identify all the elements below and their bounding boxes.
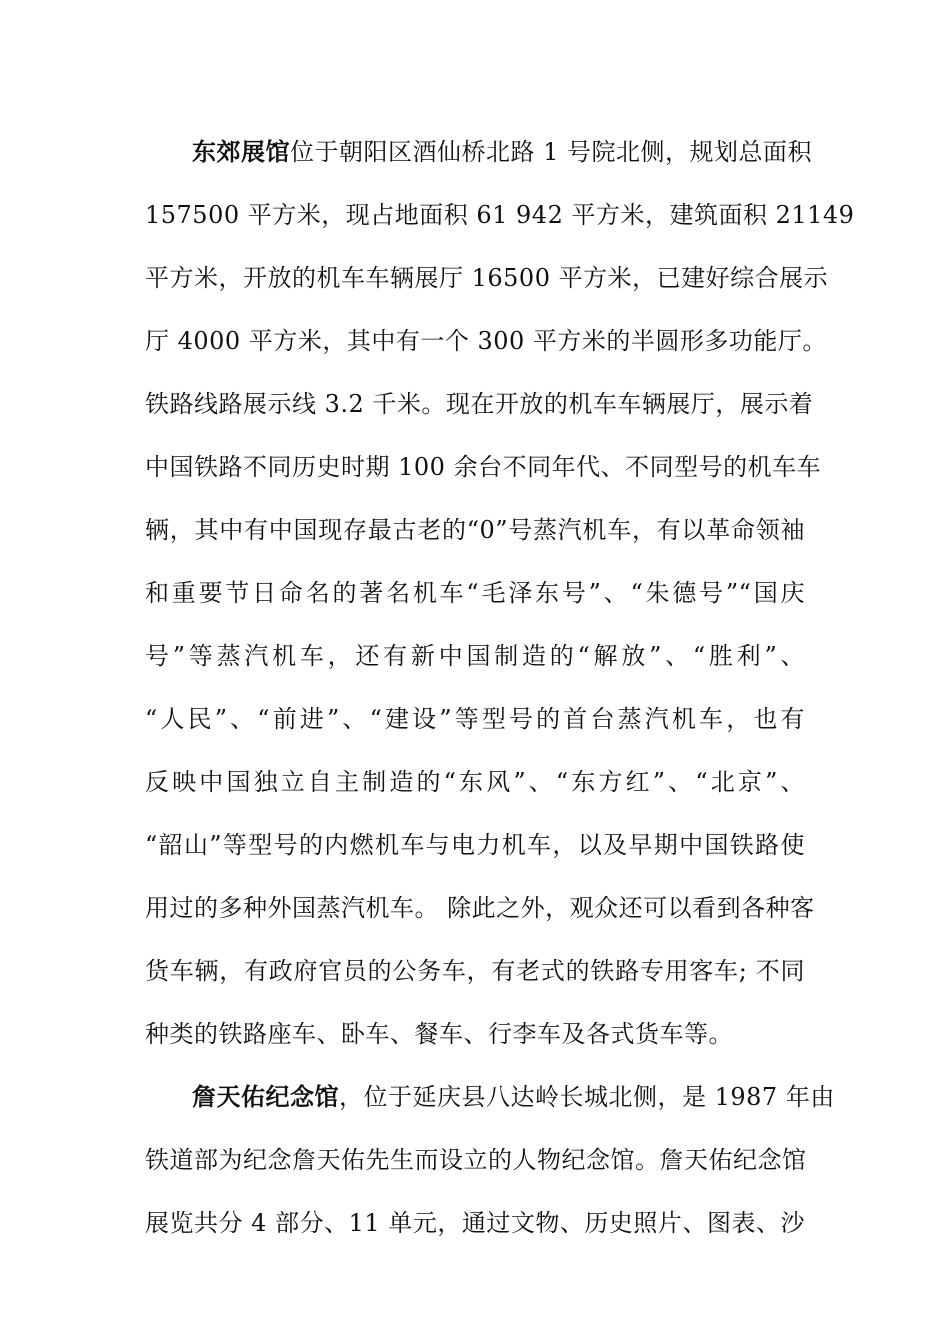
paragraph-line: 辆，其中有中国现存最古老的“0”号蒸汽机车，有以革命领袖 <box>145 516 805 544</box>
paragraph-line: 157500 平方米，现占地面积 61 942 平方米，建筑面积 21149 <box>145 201 855 229</box>
section-title-dongjiao: 东郊展馆 <box>192 137 290 166</box>
paragraph-line: 反映中国独立自主制造的“东风”、“东方红”、“北京”、 <box>145 768 805 796</box>
paragraph-text: ，位于延庆县八达岭长城北侧，是 1987 年由 <box>339 1083 835 1111</box>
section-title-zhantianyou: 詹天佑纪念馆 <box>192 1082 339 1111</box>
paragraph-line: 用过的多种外国蒸汽机车。 除此之外，观众还可以看到各种客 <box>145 894 815 922</box>
paragraph-line: 种类的铁路座车、卧车、餐车、行李车及各式货车等。 <box>145 1020 733 1048</box>
paragraph-line <box>192 132 813 172</box>
paragraph-line: 货车辆，有政府官员的公务车，有老式的铁路专用客车; 不同 <box>145 957 805 985</box>
paragraph-text: 位于朝阳区酒仙桥北路 1 号院北侧，规划总面积 <box>290 138 813 166</box>
paragraph-line: 平方米，开放的机车车辆展厅 16500 平方米，已建好综合展示 <box>145 264 829 292</box>
paragraph-line: “韶山”等型号的内燃机车与电力机车，以及早期中国铁路使 <box>145 831 805 859</box>
paragraph-line: 展览共分 4 部分、11 单元，通过文物、历史照片、图表、沙 <box>145 1209 805 1237</box>
paragraph-line: 厅 4000 平方米，其中有一个 300 平方米的半圆形多功能厅。 <box>145 327 827 355</box>
paragraph-line: 铁路线路展示线 3.2 千米。现在开放的机车车辆展厅，展示着 <box>145 390 814 418</box>
paragraph-line: “人民”、“前进”、“建设”等型号的首台蒸汽机车，也有 <box>145 705 805 733</box>
paragraph-line: 号”等蒸汽机车，还有新中国制造的“解放”、“胜利”、 <box>145 642 805 670</box>
paragraph-line: 铁道部为纪念詹天佑先生而设立的人物纪念馆。詹天佑纪念馆 <box>145 1146 807 1174</box>
paragraph-line: 和重要节日命名的著名机车“毛泽东号”、“朱德号”“国庆 <box>145 579 805 607</box>
paragraph-line: 中国铁路不同历史时期 100 余台不同年代、不同型号的机车车 <box>145 453 822 481</box>
paragraph-line <box>192 1077 835 1117</box>
